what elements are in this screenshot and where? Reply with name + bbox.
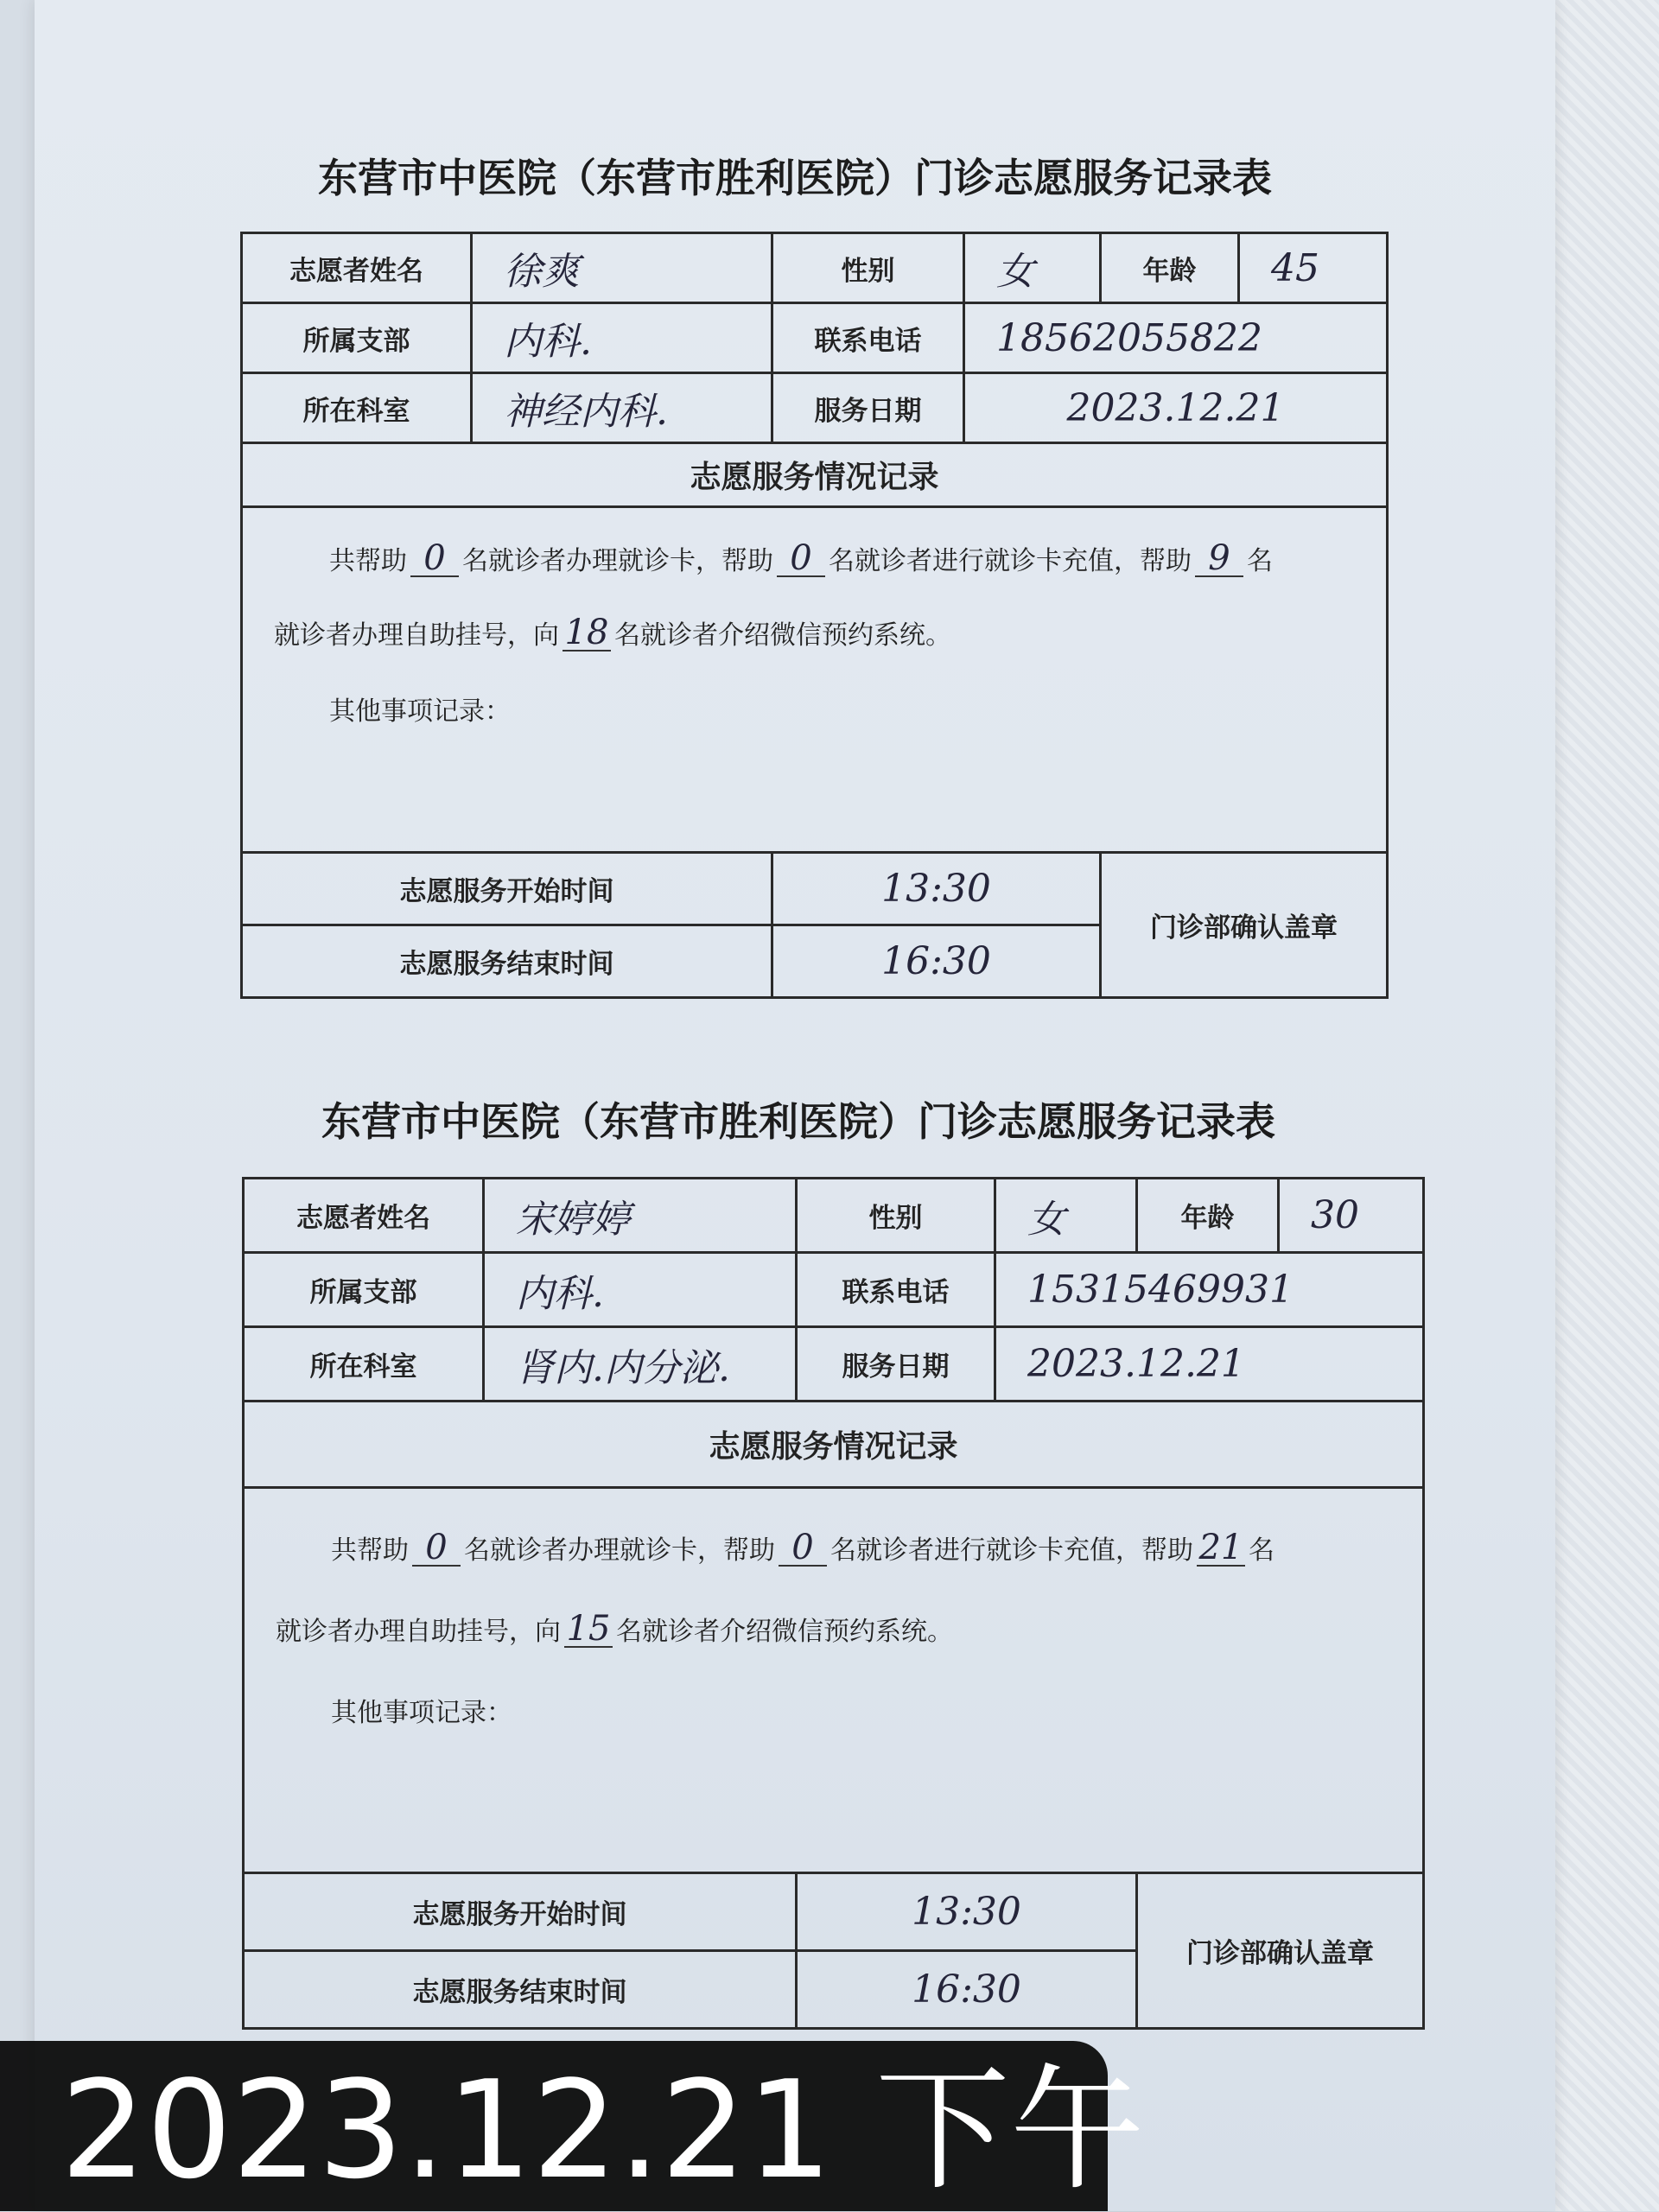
count-cards-issued: 0 <box>410 541 459 577</box>
record-text: 共帮助 <box>329 546 407 576</box>
record-text: 名 <box>1247 546 1273 576</box>
record-text: 名就诊者介绍微信预约系统。 <box>616 1617 953 1647</box>
form-2-title: 东营市中医院（东营市胜利医院）门诊志愿服务记录表 <box>321 1098 1275 1145</box>
value-start-time: 13:30 <box>797 1873 1137 1951</box>
form-2-table <box>242 1177 1425 2030</box>
count-card-recharge: 0 <box>777 541 825 577</box>
value-branch: 内科. <box>472 303 772 373</box>
record-text: 名就诊者办理就诊卡，帮助 <box>464 1535 775 1566</box>
label-department: 所在科室 <box>244 1327 484 1402</box>
background-surface <box>1555 0 1659 2211</box>
record-text: 共帮助 <box>331 1535 409 1566</box>
count-cards-issued: 0 <box>412 1530 461 1567</box>
value-end-time: 16:30 <box>797 1951 1137 2029</box>
record-line-2 <box>274 613 1369 652</box>
label-gender: 性别 <box>797 1179 995 1253</box>
record-text: 名就诊者进行就诊卡充值，帮助 <box>829 546 1192 576</box>
form-1-title: 东营市中医院（东营市胜利医院）门诊志愿服务记录表 <box>318 155 1272 201</box>
count-wechat-intro: 15 <box>564 1611 613 1648</box>
label-gender: 性别 <box>772 233 964 303</box>
label-service-date: 服务日期 <box>797 1327 995 1402</box>
value-gender: 女 <box>964 233 1101 303</box>
count-wechat-intro: 18 <box>563 615 611 652</box>
other-notes-label: 其他事项记录： <box>329 696 511 727</box>
label-end-time: 志愿服务结束时间 <box>244 1951 797 2029</box>
service-record <box>244 1488 1424 1873</box>
label-phone: 联系电话 <box>797 1253 995 1327</box>
label-age: 年龄 <box>1101 233 1239 303</box>
value-phone: 15315469931 <box>995 1253 1424 1327</box>
record-text: 名就诊者介绍微信预约系统。 <box>614 620 951 651</box>
value-service-date: 2023.12.21 <box>995 1327 1424 1402</box>
count-card-recharge: 0 <box>779 1530 827 1567</box>
service-record <box>242 507 1388 853</box>
stamp-area: 门诊部确认盖章 <box>1137 1873 1424 2029</box>
label-branch: 所属支部 <box>242 303 472 373</box>
form-1-table <box>240 232 1389 999</box>
record-text: 就诊者办理自助挂号，向 <box>274 620 559 651</box>
value-department: 肾内.内分泌. <box>484 1327 797 1402</box>
label-start-time: 志愿服务开始时间 <box>242 853 772 925</box>
timestamp-label: 2023.12.21 下午 <box>60 2051 1145 2209</box>
label-volunteer-name: 志愿者姓名 <box>242 233 472 303</box>
other-notes-label: 其他事项记录： <box>331 1698 512 1728</box>
label-volunteer-name: 志愿者姓名 <box>244 1179 484 1253</box>
count-self-registration: 21 <box>1197 1530 1245 1567</box>
label-department: 所在科室 <box>242 373 472 443</box>
value-age: 30 <box>1279 1179 1424 1253</box>
record-text: 名就诊者进行就诊卡充值，帮助 <box>830 1535 1193 1566</box>
record-line-1 <box>276 1529 1405 1567</box>
label-service-date: 服务日期 <box>772 373 964 443</box>
label-age: 年龄 <box>1137 1179 1279 1253</box>
section-heading: 志愿服务情况记录 <box>244 1402 1424 1488</box>
label-branch: 所属支部 <box>244 1253 484 1327</box>
stamp-area: 门诊部确认盖章 <box>1101 853 1388 998</box>
value-branch: 内科. <box>484 1253 797 1327</box>
value-volunteer-name: 宋婷婷 <box>484 1179 797 1253</box>
record-text: 名就诊者办理就诊卡，帮助 <box>462 546 773 576</box>
record-text: 名 <box>1249 1535 1274 1566</box>
value-volunteer-name: 徐爽 <box>472 233 772 303</box>
value-service-date: 2023.12.21 <box>964 373 1388 443</box>
value-gender: 女 <box>995 1179 1137 1253</box>
value-end-time: 16:30 <box>772 925 1101 998</box>
value-phone: 18562055822 <box>964 303 1388 373</box>
record-line-1 <box>274 539 1369 577</box>
value-start-time: 13:30 <box>772 853 1101 925</box>
value-department: 神经内科. <box>472 373 772 443</box>
label-phone: 联系电话 <box>772 303 964 373</box>
value-age: 45 <box>1239 233 1388 303</box>
section-heading: 志愿服务情况记录 <box>242 443 1388 507</box>
record-text: 就诊者办理自助挂号，向 <box>276 1617 561 1647</box>
label-end-time: 志愿服务结束时间 <box>242 925 772 998</box>
count-self-registration: 9 <box>1195 541 1243 577</box>
record-line-2 <box>276 1610 1405 1648</box>
label-start-time: 志愿服务开始时间 <box>244 1873 797 1951</box>
